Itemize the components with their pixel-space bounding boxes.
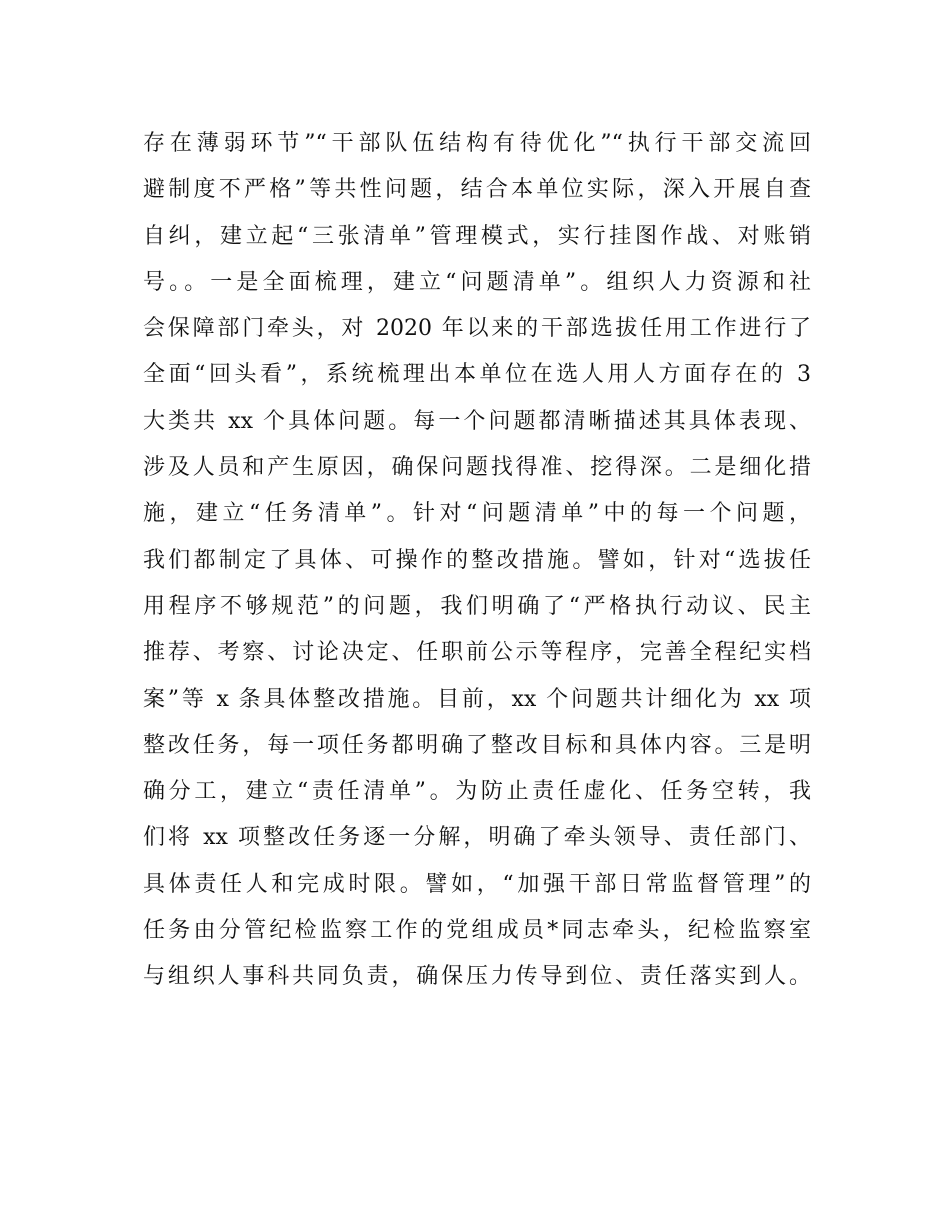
text-line: 我们都制定了具体、可操作的整改措施。譬如，针对“选拔任 xyxy=(143,547,811,573)
text-line: 与组织人事科共同负责，确保压力传导到位、责任落实到人。 xyxy=(143,964,811,990)
text-line: 自纠，建立起“三张清单”管理模式，实行挂图作战、对账销 xyxy=(143,223,811,249)
text-line: 施，建立“任务清单”。针对“问题清单”中的每一个问题， xyxy=(143,501,811,527)
text-line: 涉及人员和产生原因，确保问题找得准、挖得深。二是细化措 xyxy=(143,455,811,481)
text-line: 避制度不严格”等共性问题，结合本单位实际，深入开展自查 xyxy=(143,177,811,203)
text-line: 推荐、考察、讨论决定、任职前公示等程序，完善全程纪实档 xyxy=(143,640,811,666)
text-line: 任务由分管纪检监察工作的党组成员*同志牵头，纪检监察室 xyxy=(143,918,811,944)
text-line: 具体责任人和完成时限。譬如，“加强干部日常监督管理”的 xyxy=(143,871,811,897)
text-line: 用程序不够规范”的问题，我们明确了“严格执行动议、民主 xyxy=(143,593,811,619)
text-line: 确分工，建立“责任清单”。为防止责任虚化、任务空转，我 xyxy=(143,779,811,805)
text-line: 存在薄弱环节”“干部队伍结构有待优化”“执行干部交流回 xyxy=(143,131,811,156)
text-line: 案”等 x 条具体整改措施。目前，xx 个问题共计细化为 xx 项 xyxy=(143,686,811,712)
text-line: 会保障部门牵头，对 2020 年以来的干部选拔任用工作进行了 xyxy=(143,316,811,342)
text-line: 大类共 xx 个具体问题。每一个问题都清晰描述其具体表现、 xyxy=(143,408,811,434)
text-line: 号。。一是全面梳理，建立“问题清单”。组织人力资源和社 xyxy=(143,269,811,295)
text-line: 全面“回头看”，系统梳理出本单位在选人用人方面存在的 3 xyxy=(143,362,811,388)
text-line: 整改任务，每一项任务都明确了整改目标和具体内容。三是明 xyxy=(143,732,811,758)
body-paragraph xyxy=(143,124,811,1004)
text-line: 们将 xx 项整改任务逐一分解，明确了牵头领导、责任部门、 xyxy=(143,825,811,851)
